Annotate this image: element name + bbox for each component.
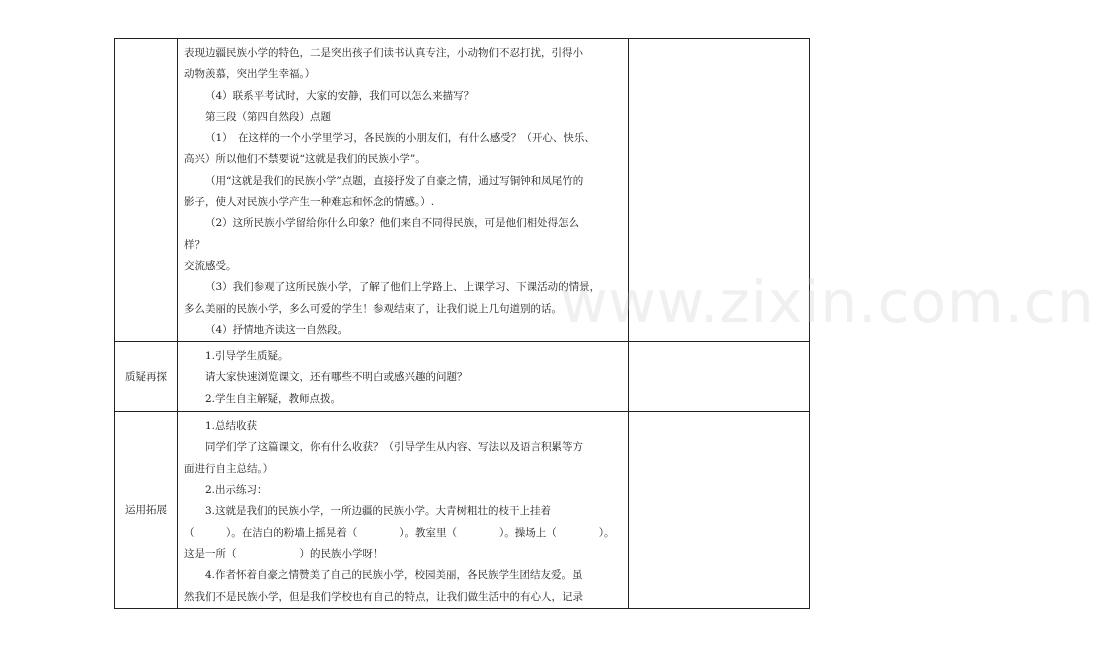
content-line: 样？ <box>184 238 205 251</box>
content-line: （4）联系平考试时，大家的安静，我们可以怎么来描写？ <box>205 89 475 102</box>
content-line: 多么美丽的民族小学，多么可爱的学生！参观结束了，让我们说上几句道别的话。 <box>184 302 562 315</box>
table-row <box>115 39 810 342</box>
content-line: 3.这就是我们的民族小学，一所边疆的民族小学。大青树粗壮的枝干上挂着 <box>205 505 552 518</box>
notes-cell <box>629 412 810 609</box>
table-row <box>115 342 810 412</box>
content-line: （1） 在这样的一个小学里学习，各民族的小朋友们，有什么感受？（开心、快乐、 <box>205 132 595 145</box>
content-line: 1.总结收获 <box>205 420 258 433</box>
content-line: 这是一所（ ）的民族小学呀！ <box>184 547 384 560</box>
content-line: 请大家快速浏览课文，还有哪些不明白或感兴趣的问题？ <box>205 371 468 384</box>
section-label: 运用拓展 <box>125 504 167 517</box>
content-cell <box>178 412 629 609</box>
section-label-cell <box>115 342 178 412</box>
content-line: （2）这所民族小学留给你什么印象？他们来自不同得民族，可是他们相处得怎么 <box>205 217 580 230</box>
content-line: 表现边疆民族小学的特色，二是突出孩子们读书认真专注，小动物们不忍打扰，引得小 <box>184 47 583 59</box>
content-line: 高兴）所以他们不禁要说“这就是我们的民族小学”。 <box>184 153 426 166</box>
content-line: 2.学生自主解疑，教师点拨。 <box>205 392 342 405</box>
section-content <box>178 342 628 410</box>
section-content <box>178 39 628 341</box>
content-line: 交流感受。 <box>184 259 237 272</box>
content-line: 然我们不是民族小学，但是我们学校也有自己的特点，让我们做生活中的有心人，记录 <box>184 590 583 603</box>
content-line: （用“这就是我们的民族小学”点题，直接抒发了自豪之情，通过写铜钟和凤尾竹的 <box>205 174 584 187</box>
content-line: （ ）。在洁白的粉墙上摇晃着（ ）。教室里（ ）。操场上（ ）。 <box>184 526 615 539</box>
notes-cell <box>629 39 810 342</box>
content-line: （4）抒情地齐读这一自然段。 <box>205 323 349 336</box>
content-cell <box>178 342 629 412</box>
notes-cell <box>629 342 810 412</box>
content-line: 2.出示练习： <box>205 484 268 497</box>
content-line: 影子，使人对民族小学产生一种难忘和怀念的情感。）. <box>184 196 435 209</box>
content-line: （3）我们参观了这所民族小学，了解了他们上学路上、上课学习、下课活动的情景， <box>205 281 601 294</box>
content-line: 第三段（第四自然段）点题 <box>205 110 331 123</box>
content-line: 4.作者怀着自豪之情赞美了自己的民族小学，校园美丽，各民族学生团结友爱。虽 <box>205 569 583 582</box>
section-label-cell <box>115 412 178 609</box>
section-label-cell <box>115 39 178 342</box>
content-line: 面进行自主总结。） <box>184 462 274 475</box>
content-line: 同学们学了这篇课文，你有什么收获？（引导学生从内容、写法以及语言积累等方 <box>205 441 583 454</box>
content-line: 动物羡慕，突出学生幸福。） <box>184 68 316 81</box>
content-cell <box>178 39 629 342</box>
watermark: www.zixin.com.cn <box>560 268 1095 336</box>
lesson-plan-table <box>114 38 810 609</box>
section-label: 质疑再探 <box>125 371 167 384</box>
section-content <box>178 412 628 608</box>
table-row <box>115 412 810 609</box>
content-line: 1.引导学生质疑。 <box>205 350 289 363</box>
